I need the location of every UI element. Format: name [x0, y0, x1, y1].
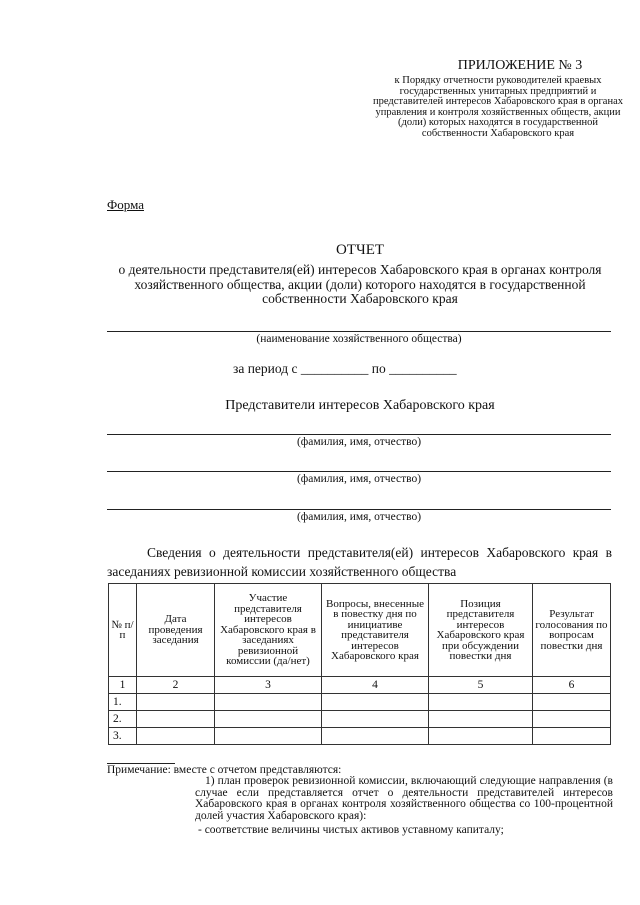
table-cell	[137, 728, 215, 745]
header-voting-result: Результат голосования по вопросам повестки дня	[533, 584, 611, 677]
row-number: 1.	[109, 694, 137, 711]
representative-line-1	[107, 434, 611, 435]
form-label: Форма	[107, 197, 144, 212]
revision-commission-table	[108, 583, 611, 745]
header-number: № п/п	[109, 584, 137, 677]
column-number: 1	[109, 677, 137, 694]
header-agenda-questions: Вопросы, внесенные в повестку дня по инициативе представителя интересов Хабаровского края	[322, 584, 429, 677]
table-cell	[533, 728, 611, 745]
column-numbers-row	[109, 677, 611, 694]
column-number: 3	[215, 677, 322, 694]
representative-line-2	[107, 471, 611, 472]
column-number: 4	[322, 677, 429, 694]
representative-caption-3: (фамилия, имя, отчество)	[296, 511, 422, 523]
note-bullet-1: - соответствие величины чистых активов уставному капиталу;	[198, 824, 504, 836]
appendix-title: ПРИЛОЖЕНИЕ № 3	[457, 58, 583, 73]
table-cell	[215, 728, 322, 745]
note-item-1: 1) план проверок ревизионной комиссии, включающий следующие направления (в случае если представляется отчет о деятельности представителей интересов Хабаровского края в органах контроля хозяйственного общества со 100-процентной долей участия Хабаровского края):	[195, 775, 613, 822]
note-label: Примечание	[107, 764, 168, 776]
period-line: за период с __________ по __________	[233, 361, 457, 376]
column-number: 2	[137, 677, 215, 694]
table-row	[109, 694, 611, 711]
header-participation: Участие представителя интересов Хабаровского края в заседаниях ревизионной комиссии (да/нет)	[215, 584, 322, 677]
representative-caption-2: (фамилия, имя, отчество)	[296, 473, 422, 485]
table-cell	[429, 711, 533, 728]
representatives-title: Представители интересов Хабаровского края	[225, 398, 495, 413]
column-number: 6	[533, 677, 611, 694]
table-cell	[533, 711, 611, 728]
report-subtitle: о деятельности представителя(ей) интересов Хабаровского края в органах контроля хозяйственного общества, акции (доли) которого находятся в государственной собственности Хабаровского края	[118, 262, 602, 306]
table-row	[109, 728, 611, 745]
table-cell	[533, 694, 611, 711]
report-title: ОТЧЕТ	[335, 242, 385, 258]
table-cell	[137, 711, 215, 728]
representative-line-3	[107, 509, 611, 510]
row-number: 3.	[109, 728, 137, 745]
appendix-note: к Порядку отчетности руководителей краевых государственных унитарных предприятий и представителей интересов Хабаровского края в органах управления и контроля хозяйственных обществ, акции (доли) которых находятся в государственной собственности Хабаровского края	[373, 75, 623, 139]
info-heading: Сведения о деятельности представителя(ей) интересов Хабаровского края в заседаниях ревизионной комиссии хозяйственного общества	[107, 545, 612, 579]
column-number: 5	[429, 677, 533, 694]
row-number: 2.	[109, 711, 137, 728]
header-position: Позиция представителя интересов Хабаровского края при обсуждении повестки дня	[429, 584, 533, 677]
table-cell	[215, 694, 322, 711]
company-name-line	[107, 331, 611, 332]
table-cell	[322, 694, 429, 711]
company-name-caption: (наименование хозяйственного общества)	[256, 333, 462, 345]
table-cell	[215, 711, 322, 728]
note-intro: : вместе с отчетом представляются:	[167, 764, 342, 776]
table-cell	[429, 694, 533, 711]
table-row	[109, 711, 611, 728]
representative-caption-1: (фамилия, имя, отчество)	[296, 436, 422, 448]
table-cell	[429, 728, 533, 745]
table-cell	[322, 728, 429, 745]
header-meeting-date: Дата проведения заседания	[137, 584, 215, 677]
table-cell	[137, 694, 215, 711]
table-cell	[322, 711, 429, 728]
